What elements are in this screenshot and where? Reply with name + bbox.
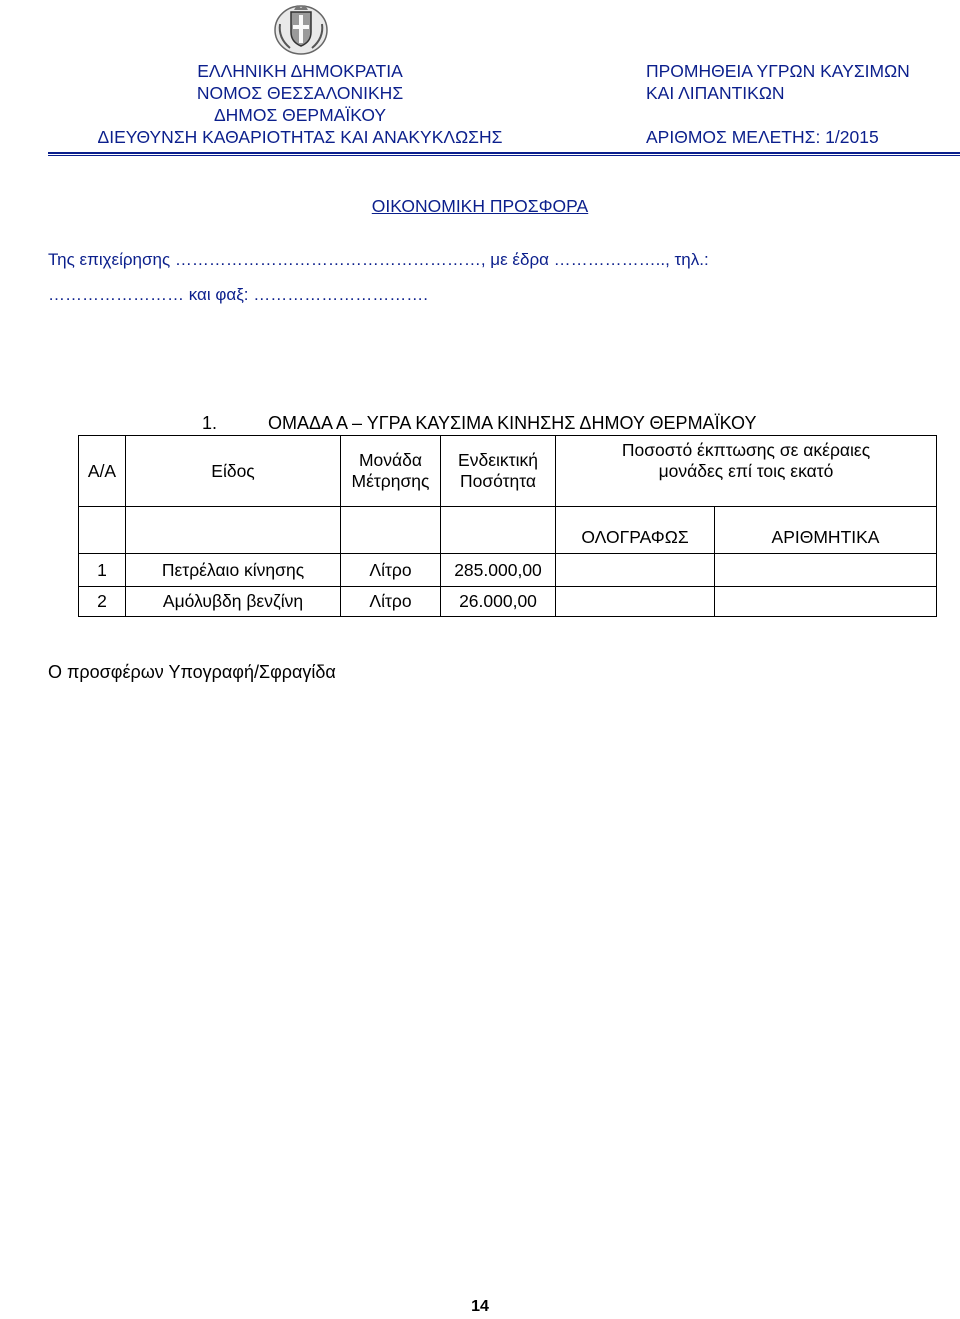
header-left-line: ΔΙΕΥΘΥΝΣΗ ΚΑΘΑΡΙΟΤΗΤΑΣ ΚΑΙ ΑΝΑΚΥΚΛΩΣΗΣ xyxy=(97,127,503,147)
row-words[interactable] xyxy=(556,587,715,617)
row-aa: 2 xyxy=(79,587,126,617)
page-number: 14 xyxy=(471,1298,489,1315)
header-right-line: ΠΡΟΜΗΘΕΙΑ ΥΓΡΩΝ ΚΑΥΣΙΜΩΝ xyxy=(646,61,910,81)
offer-table xyxy=(78,435,937,617)
empty-cell xyxy=(126,507,341,554)
row-item: Πετρέλαιο κίνησης xyxy=(126,554,341,587)
row-unit: Λίτρο xyxy=(341,554,441,587)
header-item: Είδος xyxy=(126,436,341,507)
row-qty: 26.000,00 xyxy=(441,587,556,617)
header-unit-line: Μονάδα xyxy=(358,450,423,470)
table-row xyxy=(79,554,937,587)
header-discount xyxy=(556,436,937,507)
study-number: ΑΡΙΘΜΟΣ ΜΕΛΕΤΗΣ: 1/2015 xyxy=(646,127,879,147)
header-aa: Α/Α xyxy=(79,436,126,507)
company-line-1: Της επιχείρησης ………………………………………………, με έδρα ……………….., τηλ.: xyxy=(48,250,709,269)
header-unit xyxy=(341,436,441,507)
header-unit-line: Μέτρησης xyxy=(351,471,430,491)
empty-cell xyxy=(441,507,556,554)
header-left-line: ΔΗΜΟΣ ΘΕΡΜΑΪΚΟΥ xyxy=(213,105,387,125)
header-qty-line: Ενδεικτική xyxy=(458,450,538,470)
header-left-line: ΕΛΛΗΝΙΚΗ ΔΗΜΟΚΡΑΤΙΑ xyxy=(197,61,403,81)
company-line-2: …………………… και φαξ: …………………………. xyxy=(48,285,428,304)
header-discount-line: Ποσοστό έκπτωσης σε ακέραιες xyxy=(621,440,871,460)
header-divider xyxy=(48,152,960,156)
subheader-words: ΟΛΟΓΡΑΦΩΣ xyxy=(556,507,715,554)
header-discount-line: μονάδες επί τοις εκατό xyxy=(658,461,834,481)
group-title: ΟΜΑΔΑ Α – ΥΓΡΑ ΚΑΥΣΙΜΑ ΚΙΝΗΣΗΣ ΔΗΜΟΥ ΘΕΡΜΑΪΚΟΥ xyxy=(268,413,757,433)
project-header xyxy=(646,60,910,148)
table-row xyxy=(79,587,937,617)
row-qty: 285.000,00 xyxy=(441,554,556,587)
empty-cell xyxy=(341,507,441,554)
table-subheader-row xyxy=(79,507,937,554)
row-numbers[interactable] xyxy=(715,587,937,617)
table-header-row xyxy=(79,436,937,507)
row-aa: 1 xyxy=(79,554,126,587)
row-numbers[interactable] xyxy=(715,554,937,587)
subheader-numbers: ΑΡΙΘΜΗΤΙΚΑ xyxy=(715,507,937,554)
group-heading xyxy=(202,413,756,434)
row-words[interactable] xyxy=(556,554,715,587)
page-title: ΟΙΚΟΝΟΜΙΚΗ ΠΡΟΣΦΟΡΑ xyxy=(371,196,589,216)
row-item: Αμόλυβδη βενζίνη xyxy=(126,587,341,617)
signature-line: Ο προσφέρων Υπογραφή/Σφραγίδα xyxy=(48,662,336,682)
header-qty xyxy=(441,436,556,507)
issuer-header xyxy=(50,60,550,148)
header-right-line: ΚΑΙ ΛΙΠΑΝΤΙΚΩΝ xyxy=(646,83,785,103)
header-left-line: ΝΟΜΟΣ ΘΕΣΣΑΛΟΝΙΚΗΣ xyxy=(196,83,404,103)
group-number: 1. xyxy=(202,413,218,433)
header-qty-line: Ποσότητα xyxy=(459,471,537,491)
greek-coat-of-arms-icon xyxy=(272,2,330,56)
row-unit: Λίτρο xyxy=(341,587,441,617)
empty-cell xyxy=(79,507,126,554)
